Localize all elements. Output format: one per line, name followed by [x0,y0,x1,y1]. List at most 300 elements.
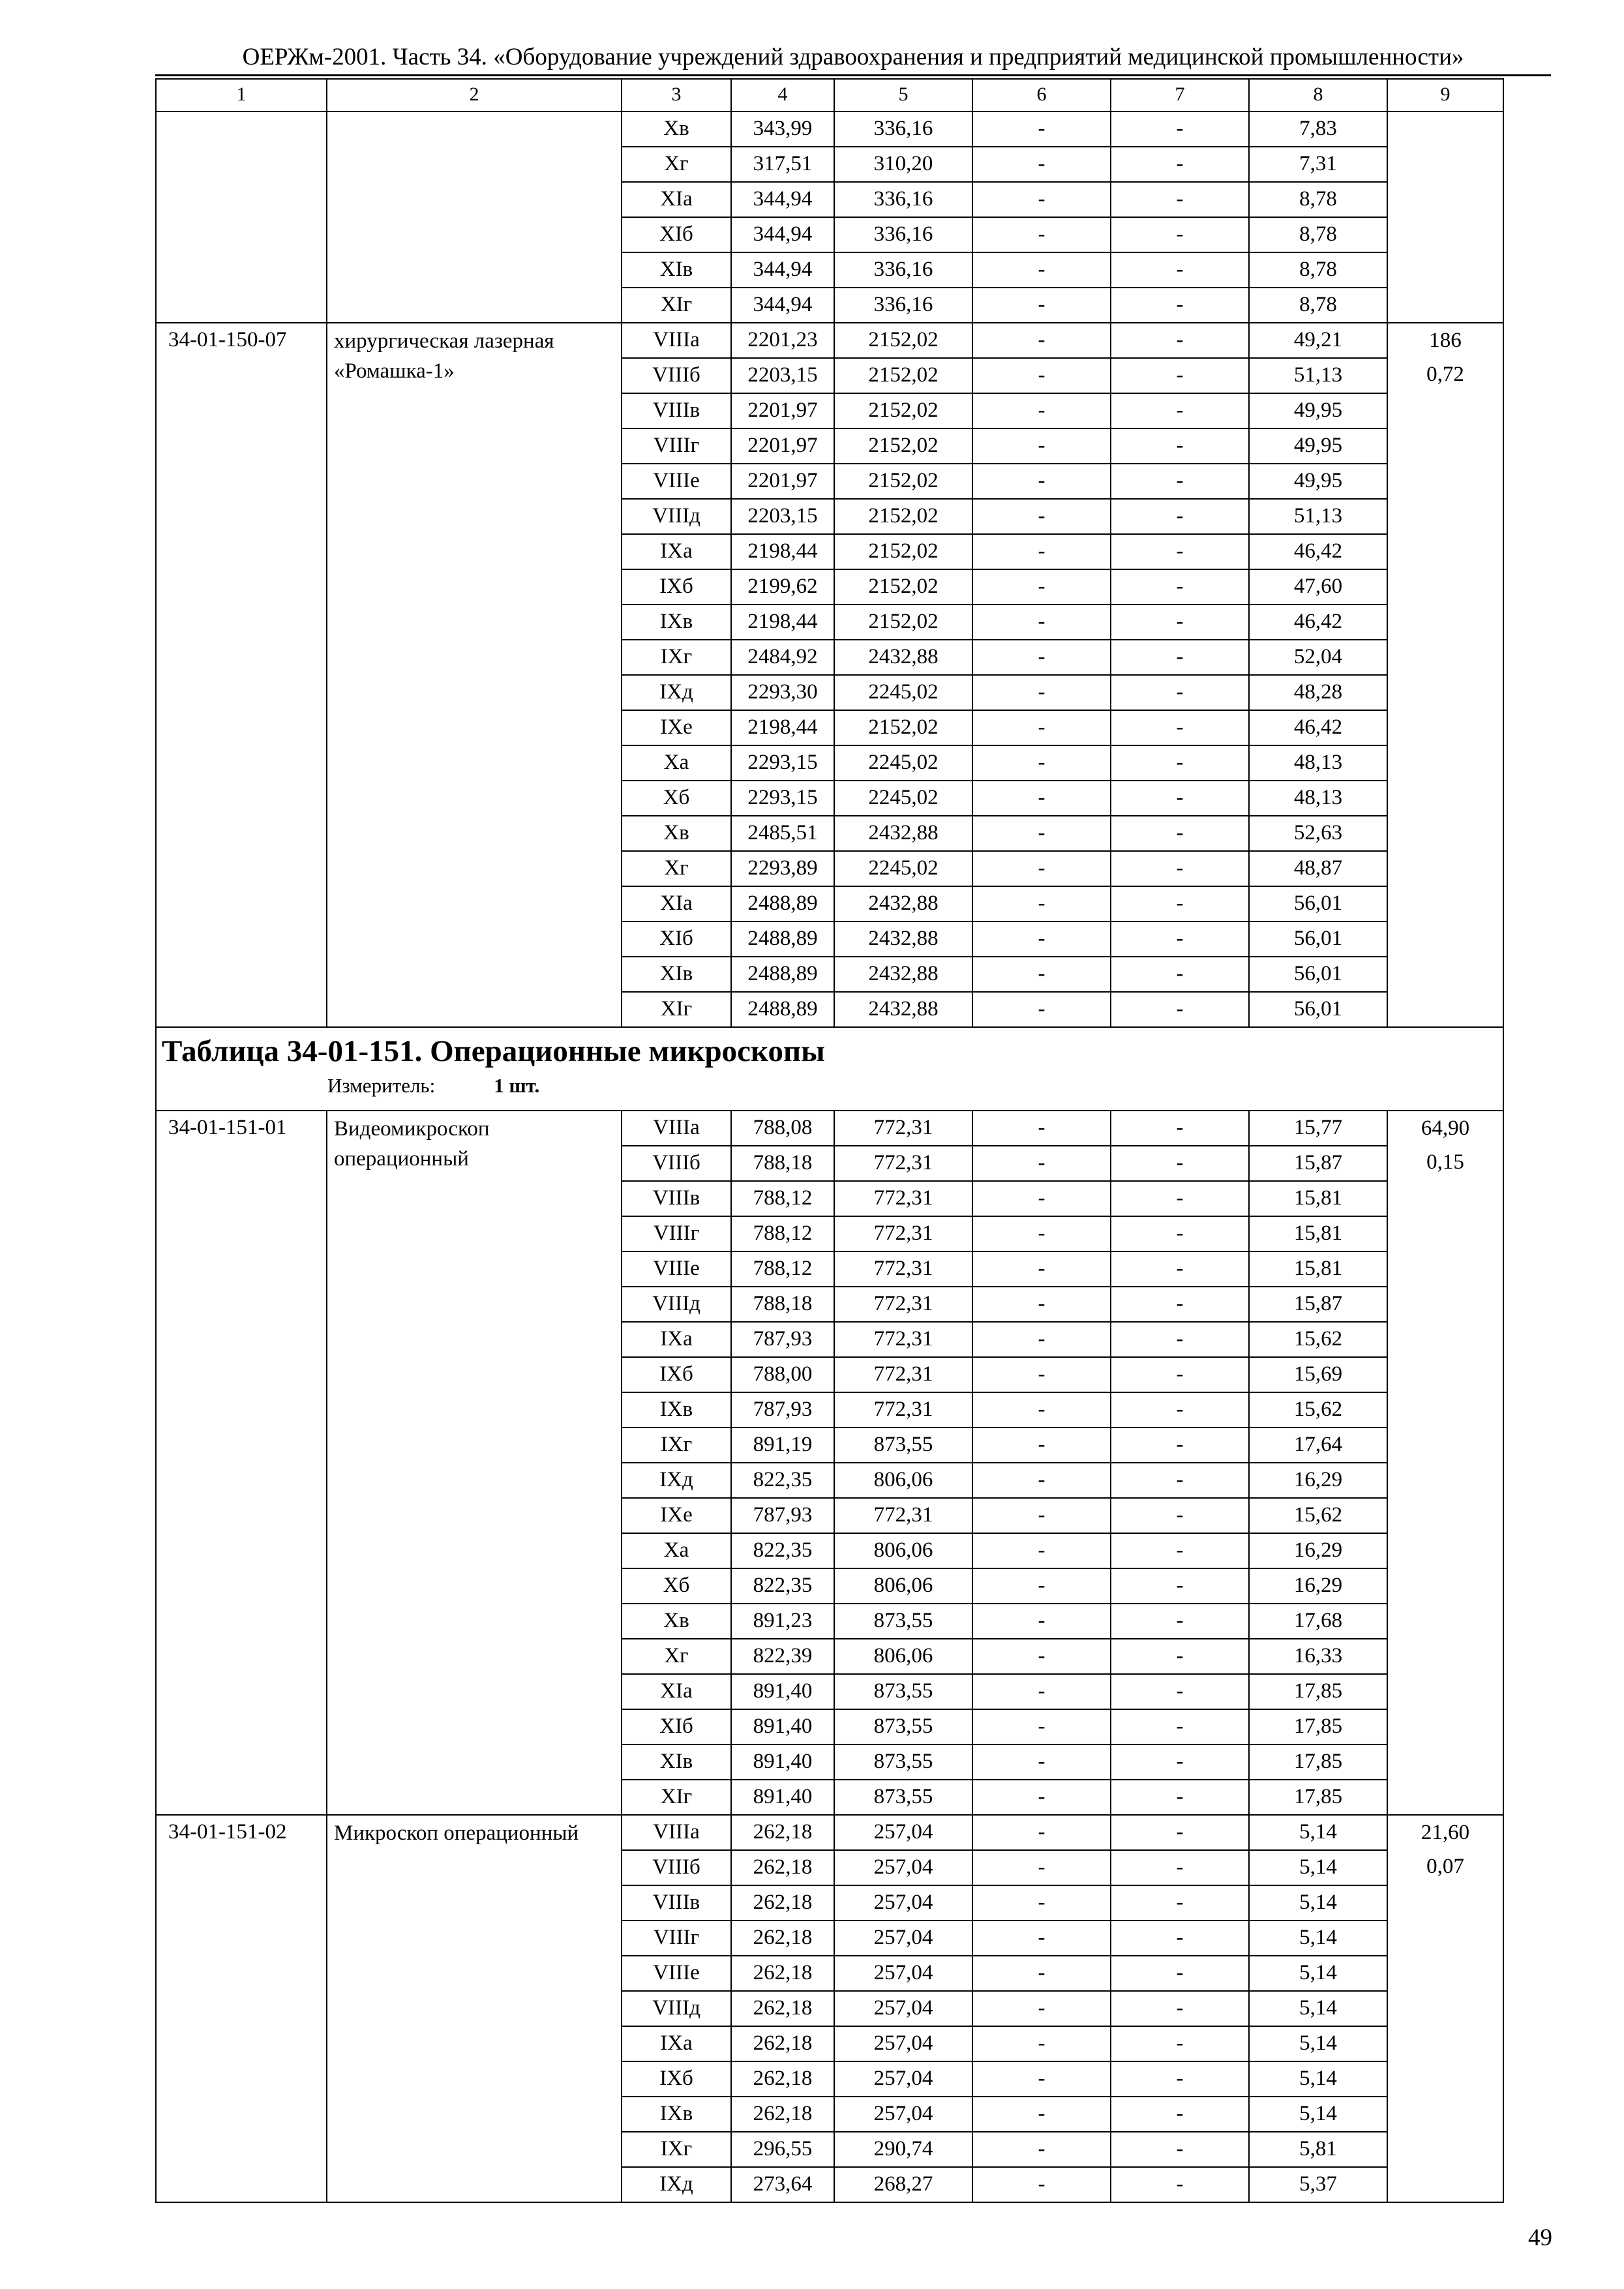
climate-zone: IХг [622,640,731,675]
cost-equipment: 873,55 [834,1744,972,1780]
cost-equipment: 2432,88 [834,992,972,1027]
cost-total: 344,94 [731,252,834,288]
cost-equipment: 772,31 [834,1392,972,1428]
cost-col8: 49,95 [1249,393,1387,428]
cost-equipment: 2432,88 [834,957,972,992]
cost-equipment: 257,04 [834,1850,972,1885]
cost-col7: - [1111,1568,1249,1604]
cost-total: 2293,30 [731,675,834,710]
climate-zone: VIIIв [622,1885,731,1921]
cost-col8: 47,60 [1249,569,1387,605]
cost-equipment: 257,04 [834,1885,972,1921]
cost-col6: - [972,1392,1111,1428]
cost-col6: - [972,1287,1111,1322]
cost-col7: - [1111,1639,1249,1674]
position-name [327,112,622,323]
cost-col6: - [972,2132,1111,2167]
climate-zone: Хв [622,1604,731,1639]
cost-col8: 17,85 [1249,1780,1387,1815]
cost-equipment: 257,04 [834,1991,972,2026]
cost-col7: - [1111,428,1249,464]
cost-col8: 17,85 [1249,1744,1387,1780]
climate-zone: VIIIа [622,323,731,358]
cost-col6: - [972,886,1111,921]
climate-zone: Хг [622,851,731,886]
cost-total: 2293,15 [731,781,834,816]
cost-col6: - [972,1251,1111,1287]
cost-col8: 16,29 [1249,1463,1387,1498]
cost-col8: 8,78 [1249,217,1387,252]
cost-col8: 56,01 [1249,957,1387,992]
cost-equipment: 2245,02 [834,781,972,816]
cost-equipment: 772,31 [834,1216,972,1251]
cost-col6: - [972,1111,1111,1146]
climate-zone: VIIIд [622,1991,731,2026]
cost-col6: - [972,1850,1111,1885]
cost-col8: 5,14 [1249,1885,1387,1921]
cost-total: 262,18 [731,1850,834,1885]
cost-col6: - [972,1780,1111,1815]
cost-col8: 46,42 [1249,710,1387,745]
cost-col8: 48,13 [1249,781,1387,816]
cost-total: 822,35 [731,1568,834,1604]
cost-col8: 5,14 [1249,2026,1387,2061]
cost-col7: - [1111,112,1249,147]
cost-total: 2485,51 [731,816,834,851]
cost-col6: - [972,358,1111,393]
cost-equipment: 268,27 [834,2167,972,2202]
cost-equipment: 772,31 [834,1111,972,1146]
cost-col8: 17,64 [1249,1428,1387,1463]
cost-col8: 7,83 [1249,112,1387,147]
column-number: 4 [731,79,834,112]
cost-equipment: 873,55 [834,1780,972,1815]
cost-col7: - [1111,1780,1249,1815]
climate-zone: VIIIа [622,1111,731,1146]
cost-total: 822,39 [731,1639,834,1674]
cost-equipment: 336,16 [834,217,972,252]
climate-zone: IХб [622,569,731,605]
header-rule [155,74,1551,76]
cost-equipment: 336,16 [834,182,972,217]
cost-col7: - [1111,605,1249,640]
cost-equipment: 2152,02 [834,323,972,358]
extra-values [1387,1815,1503,2202]
cost-col7: - [1111,957,1249,992]
cost-col7: - [1111,1357,1249,1392]
cost-col7: - [1111,2167,1249,2202]
column-number: 8 [1249,79,1387,112]
cost-col7: - [1111,1463,1249,1498]
cost-col7: - [1111,1885,1249,1921]
cost-col7: - [1111,816,1249,851]
cost-total: 822,35 [731,1533,834,1568]
climate-zone: VIIIд [622,1287,731,1322]
extra-value-coef: 0,07 [1426,1855,1464,1878]
cost-equipment: 2152,02 [834,569,972,605]
cost-col6: - [972,992,1111,1027]
cost-total: 2201,97 [731,428,834,464]
position-name: хирургическая лазерная «Ромашка-1» [327,323,622,1027]
column-number: 2 [327,79,622,112]
cost-col8: 5,81 [1249,2132,1387,2167]
climate-zone: VIIIе [622,1251,731,1287]
cost-col6: - [972,2097,1111,2132]
cost-col7: - [1111,534,1249,569]
climate-zone: VIIIг [622,1921,731,1956]
extra-value-mass: 64,90 [1421,1116,1470,1140]
cost-col8: 5,14 [1249,1956,1387,1991]
cost-total: 822,35 [731,1463,834,1498]
cost-total: 262,18 [731,1921,834,1956]
climate-zone: VIIIа [622,1815,731,1850]
cost-total: 2199,62 [731,569,834,605]
cost-col7: - [1111,499,1249,534]
cost-col8: 15,62 [1249,1498,1387,1533]
cost-equipment: 772,31 [834,1287,972,1322]
cost-equipment: 257,04 [834,1921,972,1956]
cost-equipment: 2245,02 [834,745,972,781]
cost-col8: 17,85 [1249,1709,1387,1744]
cost-col6: - [972,1956,1111,1991]
cost-equipment: 772,31 [834,1357,972,1392]
cost-col7: - [1111,182,1249,217]
position-code [156,112,327,323]
cost-equipment: 257,04 [834,2097,972,2132]
cost-total: 344,94 [731,217,834,252]
cost-col6: - [972,217,1111,252]
climate-zone: IХб [622,2061,731,2097]
cost-total: 262,18 [731,1991,834,2026]
cost-col6: - [972,112,1111,147]
cost-col8: 49,21 [1249,323,1387,358]
climate-zone: IХа [622,534,731,569]
cost-equipment: 257,04 [834,1956,972,1991]
cost-col8: 5,14 [1249,1850,1387,1885]
cost-col7: - [1111,886,1249,921]
cost-total: 2203,15 [731,499,834,534]
cost-equipment: 336,16 [834,112,972,147]
cost-col6: - [972,1216,1111,1251]
cost-equipment: 257,04 [834,2061,972,2097]
cost-col8: 7,31 [1249,147,1387,182]
cost-total: 2198,44 [731,534,834,569]
cost-col7: - [1111,1533,1249,1568]
cost-col7: - [1111,323,1249,358]
cost-col7: - [1111,464,1249,499]
cost-total: 2203,15 [731,358,834,393]
cost-col6: - [972,1428,1111,1463]
cost-col7: - [1111,2061,1249,2097]
rates-table [155,78,1504,2203]
cost-total: 2488,89 [731,921,834,957]
cost-col8: 15,69 [1249,1357,1387,1392]
cost-total: 788,00 [731,1357,834,1392]
cost-equipment: 772,31 [834,1251,972,1287]
climate-zone: VIIIе [622,464,731,499]
cost-equipment: 806,06 [834,1463,972,1498]
cost-col6: - [972,252,1111,288]
cost-total: 262,18 [731,2026,834,2061]
cost-total: 262,18 [731,2061,834,2097]
cost-col7: - [1111,1709,1249,1744]
cost-total: 891,40 [731,1674,834,1709]
position-name: Микроскоп операционный [327,1815,622,2202]
cost-equipment: 2432,88 [834,640,972,675]
cost-equipment: 772,31 [834,1181,972,1216]
cost-col8: 48,28 [1249,675,1387,710]
cost-equipment: 2432,88 [834,921,972,957]
climate-zone: IХд [622,2167,731,2202]
climate-zone: XIг [622,1780,731,1815]
measure-line [162,1071,1497,1101]
cost-total: 2201,97 [731,464,834,499]
cost-col6: - [972,464,1111,499]
cost-total: 343,99 [731,112,834,147]
cost-total: 891,23 [731,1604,834,1639]
cost-col6: - [972,1674,1111,1709]
climate-zone: VIIIг [622,1216,731,1251]
cost-col7: - [1111,2026,1249,2061]
cost-col7: - [1111,1991,1249,2026]
cost-col8: 8,78 [1249,182,1387,217]
cost-col7: - [1111,710,1249,745]
cost-equipment: 2432,88 [834,886,972,921]
climate-zone: XIб [622,1709,731,1744]
cost-col6: - [972,2061,1111,2097]
cost-col7: - [1111,1251,1249,1287]
cost-equipment: 873,55 [834,1604,972,1639]
climate-zone: Хб [622,1568,731,1604]
cost-col6: - [972,569,1111,605]
cost-col7: - [1111,252,1249,288]
cost-col8: 15,62 [1249,1392,1387,1428]
cost-total: 262,18 [731,1956,834,1991]
cost-total: 891,40 [731,1744,834,1780]
cost-equipment: 2432,88 [834,816,972,851]
cost-equipment: 257,04 [834,1815,972,1850]
cost-equipment: 772,31 [834,1322,972,1357]
cost-col6: - [972,182,1111,217]
cost-total: 891,40 [731,1709,834,1744]
climate-zone: Хв [622,816,731,851]
cost-col7: - [1111,1956,1249,1991]
climate-zone: VIIIб [622,358,731,393]
cost-col7: - [1111,1111,1249,1146]
cost-col7: - [1111,1674,1249,1709]
climate-zone: XIа [622,1674,731,1709]
cost-total: 344,94 [731,288,834,323]
cost-col8: 17,68 [1249,1604,1387,1639]
cost-col6: - [972,2167,1111,2202]
climate-zone: Хг [622,1639,731,1674]
extra-value-coef: 0,72 [1426,363,1464,386]
cost-col7: - [1111,1604,1249,1639]
section-header [156,1027,1503,1111]
cost-equipment: 806,06 [834,1639,972,1674]
cost-col6: - [972,921,1111,957]
cost-col6: - [972,1815,1111,1850]
cost-col6: - [972,851,1111,886]
cost-col7: - [1111,1146,1249,1181]
cost-col7: - [1111,1392,1249,1428]
cost-equipment: 873,55 [834,1428,972,1463]
measure-unit: 1 шт. [494,1074,540,1097]
cost-col8: 52,04 [1249,640,1387,675]
cost-equipment: 772,31 [834,1146,972,1181]
cost-equipment: 336,16 [834,252,972,288]
cost-col6: - [972,1921,1111,1956]
cost-total: 317,51 [731,147,834,182]
cost-col6: - [972,1639,1111,1674]
cost-col7: - [1111,1921,1249,1956]
climate-zone: XIб [622,921,731,957]
cost-col6: - [972,1322,1111,1357]
cost-col7: - [1111,569,1249,605]
climate-zone: VIIIб [622,1146,731,1181]
section-title: Таблица 34-01-151. Операционные микроскопы [162,1034,825,1068]
cost-total: 273,64 [731,2167,834,2202]
cost-col8: 49,95 [1249,464,1387,499]
cost-col8: 51,13 [1249,358,1387,393]
column-number: 3 [622,79,731,112]
cost-col6: - [972,534,1111,569]
cost-total: 788,12 [731,1251,834,1287]
table-row [156,323,1503,358]
cost-col6: - [972,605,1111,640]
cost-col7: - [1111,217,1249,252]
cost-col8: 16,29 [1249,1568,1387,1604]
climate-zone: IХа [622,1322,731,1357]
cost-col8: 56,01 [1249,886,1387,921]
cost-col7: - [1111,1498,1249,1533]
cost-total: 262,18 [731,1885,834,1921]
cost-col6: - [972,1568,1111,1604]
climate-zone: IХв [622,2097,731,2132]
cost-col8: 5,14 [1249,1921,1387,1956]
cost-total: 296,55 [731,2132,834,2167]
cost-col7: - [1111,992,1249,1027]
cost-equipment: 806,06 [834,1568,972,1604]
climate-zone: IХд [622,675,731,710]
climate-zone: IХе [622,1498,731,1533]
extra-value-coef: 0,15 [1426,1150,1464,1174]
climate-zone: IХг [622,2132,731,2167]
cost-col8: 56,01 [1249,992,1387,1027]
cost-col8: 46,42 [1249,534,1387,569]
cost-col6: - [972,1709,1111,1744]
cost-col7: - [1111,147,1249,182]
cost-col6: - [972,1146,1111,1181]
climate-zone: IХб [622,1357,731,1392]
climate-zone: XIг [622,992,731,1027]
cost-total: 788,08 [731,1111,834,1146]
cost-col6: - [972,781,1111,816]
climate-zone: VIIIб [622,1850,731,1885]
cost-col6: - [972,1463,1111,1498]
climate-zone: IХв [622,1392,731,1428]
cost-col6: - [972,323,1111,358]
cost-col8: 5,37 [1249,2167,1387,2202]
cost-col6: - [972,499,1111,534]
climate-zone: XIб [622,217,731,252]
cost-total: 787,93 [731,1392,834,1428]
cost-col6: - [972,710,1111,745]
cost-col7: - [1111,1428,1249,1463]
climate-zone: IХд [622,1463,731,1498]
climate-zone: VIIIе [622,1956,731,1991]
cost-col6: - [972,1357,1111,1392]
climate-zone: Ха [622,745,731,781]
cost-col8: 52,63 [1249,816,1387,851]
cost-equipment: 2152,02 [834,534,972,569]
cost-col7: - [1111,1216,1249,1251]
cost-equipment: 2152,02 [834,710,972,745]
cost-col8: 8,78 [1249,288,1387,323]
page-number: 49 [1528,2224,1552,2251]
table-row [156,1815,1503,1850]
column-number: 9 [1387,79,1503,112]
cost-col7: - [1111,1181,1249,1216]
cost-equipment: 257,04 [834,2026,972,2061]
position-code: 34-01-150-07 [156,323,327,1027]
climate-zone: Ха [622,1533,731,1568]
cost-col8: 48,13 [1249,745,1387,781]
cost-total: 2488,89 [731,992,834,1027]
cost-equipment: 2152,02 [834,499,972,534]
cost-total: 2198,44 [731,605,834,640]
cost-col6: - [972,1744,1111,1780]
cost-col8: 15,87 [1249,1146,1387,1181]
cost-equipment: 772,31 [834,1498,972,1533]
cost-col7: - [1111,1744,1249,1780]
cost-equipment: 2152,02 [834,605,972,640]
climate-zone: IХг [622,1428,731,1463]
cost-col8: 15,62 [1249,1322,1387,1357]
cost-col8: 51,13 [1249,499,1387,534]
cost-col6: - [972,393,1111,428]
cost-total: 262,18 [731,1815,834,1850]
cost-total: 2198,44 [731,710,834,745]
cost-equipment: 873,55 [834,1674,972,1709]
cost-col6: - [972,1885,1111,1921]
cost-equipment: 806,06 [834,1533,972,1568]
extra-values [1387,323,1503,1027]
cost-col6: - [972,1604,1111,1639]
cost-col7: - [1111,358,1249,393]
cost-equipment: 2152,02 [834,428,972,464]
cost-col6: - [972,675,1111,710]
cost-col8: 5,14 [1249,2097,1387,2132]
cost-col8: 5,14 [1249,2061,1387,2097]
cost-col8: 5,14 [1249,1991,1387,2026]
table-row [156,1111,1503,1146]
cost-col7: - [1111,921,1249,957]
cost-col6: - [972,1991,1111,2026]
cost-total: 2488,89 [731,957,834,992]
cost-col6: - [972,816,1111,851]
climate-zone: VIIIд [622,499,731,534]
cost-total: 2293,15 [731,745,834,781]
cost-total: 2201,23 [731,323,834,358]
climate-zone: XIа [622,182,731,217]
cost-col7: - [1111,2097,1249,2132]
position-name: Видеомикроскоп операционный [327,1111,622,1815]
cost-col8: 48,87 [1249,851,1387,886]
cost-equipment: 2152,02 [834,464,972,499]
cost-col8: 15,77 [1249,1111,1387,1146]
cost-col8: 49,95 [1249,428,1387,464]
